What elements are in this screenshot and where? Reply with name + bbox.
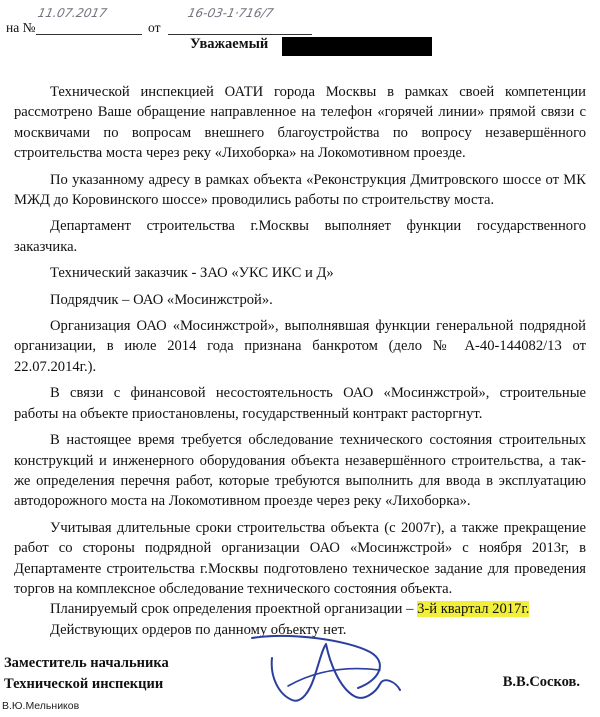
greeting: Уважаемый [190, 36, 269, 52]
paragraph: Технической инспекцией ОАТИ города Москвы в рамках своей компетенции рассмотрено Ваше обращение направленное на телефон «горячей линии» прямой связи с москвичами по вопросам внешнего благоустройства по вопросу незавершённого строительства моста через реку «Лихоборка» на Локомотивном проезде. [14, 84, 586, 162]
executor-name: В.Ю.Мельников [2, 700, 80, 712]
redacted-name [282, 37, 432, 56]
handwritten-number: 16-03-1·716/7 [186, 6, 275, 20]
paragraph: Департамент строительства г.Москвы выполняет функции государственного заказчика. [14, 218, 586, 255]
signatory-title [4, 653, 169, 695]
paragraph: Организация ОАО «Мосинжстрой», выполнявшая функции генеральной подрядной организации, в июле 2014 года признана банкротом (дело № А-40-144082/13 от 22.07.2014г.). [14, 318, 586, 375]
reference-number-field [36, 34, 142, 35]
paragraph: В настоящее время требуется обследование технического состояния строительных конструкций и инженерного оборудования объекта незавершённого строительства, а так-же определения перечня работ, которые требуются выполнить для ввода в эксплуатацию автодорожного моста на Локомотивном проезде через реку «Лихоборка». [14, 432, 586, 510]
planned-term-text: Планируемый срок определения проектной организации – [50, 601, 418, 618]
signatory-name: В.В.Сосков. [502, 674, 580, 690]
handwritten-date: 11.07.2017 [36, 6, 109, 20]
signatory-title-line: Технической инспекции [4, 676, 164, 692]
paragraph: Действующих ордеров по данному объекту нет. [50, 621, 347, 638]
reference-number-label: на № [6, 20, 36, 35]
signatory-title-line: Заместитель начальника [4, 655, 169, 671]
paragraph: Подрядчик – ОАО «Мосинжстрой». [50, 291, 273, 308]
signature-image [230, 630, 420, 708]
paragraph: Учитывая длительные сроки строительства объекта (с 2007г), а также прекращение работ со стороны подрядной организации ОАО «Мосинжстрой» с ноября 2013г, в Департаменте строительства г.Москвы подготовлено техническое задание для проведения торгов на комплексное обследование технического состояния объекта. [14, 519, 586, 597]
planned-term-highlight: 3-й квартал 2017г. [417, 601, 530, 618]
reference-date-label: от [148, 20, 161, 35]
paragraph: Технический заказчик - ЗАО «УКС ИКС и Д» [50, 265, 334, 282]
planned-term [14, 599, 586, 619]
letter-body [14, 82, 586, 640]
paragraph: По указанному адресу в рамках объекта «Реконструкция Дмитровского шоссе от МК МЖД до Коровинского шоссе» проводились работы по строительству моста. [14, 171, 586, 209]
paragraph: В связи с финансовой несостоятельность ОАО «Мосинжстрой», строительные работы на объекте приостановлены, государственный контракт расторгнут. [14, 385, 586, 422]
reference-date-field [168, 34, 312, 35]
